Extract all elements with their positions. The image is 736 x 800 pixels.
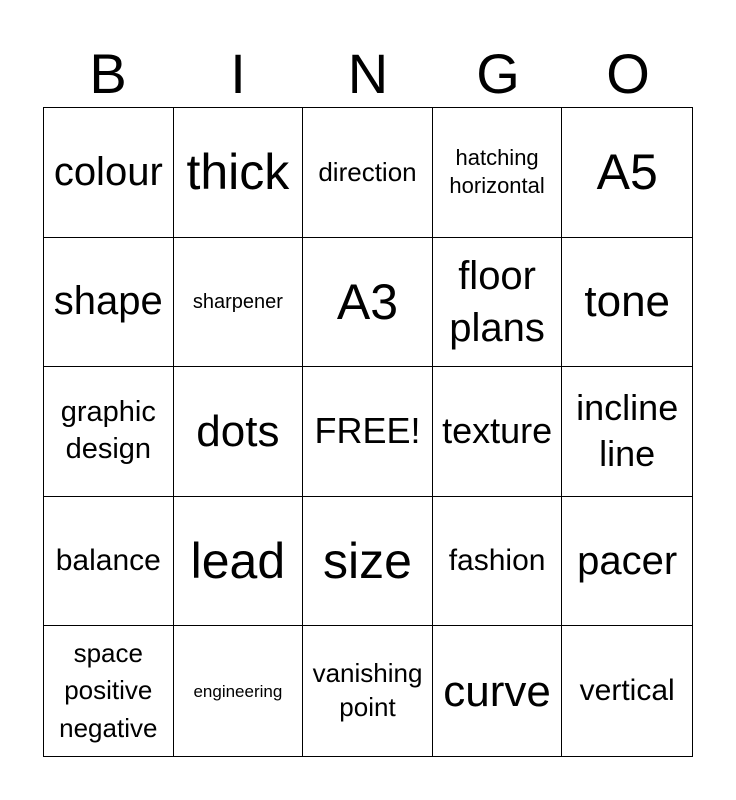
bingo-cell[interactable] <box>174 367 304 497</box>
cell-label: A5 <box>596 144 658 201</box>
bingo-cell[interactable] <box>174 238 304 368</box>
bingo-cell[interactable] <box>44 497 174 627</box>
bingo-board <box>43 107 693 757</box>
cell-label: size <box>323 533 412 590</box>
bingo-cell[interactable] <box>433 367 563 497</box>
bingo-cell[interactable] <box>562 238 692 368</box>
cell-label: sharpener <box>192 290 283 313</box>
bingo-cell[interactable] <box>562 108 692 238</box>
cell-label: shape <box>53 279 163 324</box>
bingo-cell[interactable] <box>433 626 563 756</box>
bingo-cell free-space[interactable] <box>303 367 433 497</box>
bingo-cell[interactable] <box>303 108 433 238</box>
cell-label: thick <box>186 144 290 201</box>
bingo-cell[interactable] <box>174 626 304 756</box>
bingo-cell[interactable] <box>562 497 692 627</box>
bingo-cell[interactable] <box>174 108 304 238</box>
bingo-cell[interactable] <box>44 108 174 238</box>
cell-label: colour <box>53 149 163 194</box>
cell-label: vertical <box>579 674 675 708</box>
cell-label: dots <box>196 406 280 456</box>
bingo-header <box>43 40 693 108</box>
header-letter-n: N <box>347 42 389 105</box>
cell-label: lead <box>190 533 286 590</box>
header-letter-o: O <box>606 42 650 105</box>
cell-label: curve <box>443 666 551 716</box>
cell-label: A3 <box>336 273 399 330</box>
cell-label: space positive negative <box>59 637 158 744</box>
cell-label: pacer <box>577 538 678 583</box>
cell-label: balance <box>55 544 161 578</box>
cell-label: incline line <box>576 386 679 475</box>
cell-label: graphic design <box>60 395 156 466</box>
cell-label: hatching horizontal <box>449 144 545 199</box>
bingo-cell[interactable] <box>44 238 174 368</box>
header-letter-g: G <box>476 42 520 105</box>
bingo-cell[interactable] <box>44 626 174 756</box>
cell-label: fashion <box>448 544 546 578</box>
cell-label: direction <box>318 156 417 187</box>
cell-label: tone <box>584 277 671 327</box>
bingo-cell[interactable] <box>303 238 433 368</box>
bingo-cell[interactable] <box>174 497 304 627</box>
bingo-cell[interactable] <box>433 238 563 368</box>
bingo-cell[interactable] <box>562 626 692 756</box>
bingo-cell[interactable] <box>303 626 433 756</box>
cell-label: vanishing point <box>312 658 423 723</box>
bingo-cell[interactable] <box>303 497 433 627</box>
cell-label: floor plans <box>449 253 545 350</box>
cell-label: engineering <box>193 681 283 701</box>
cell-label: texture <box>442 410 553 452</box>
header-letter-b: B <box>89 42 127 105</box>
bingo-cell[interactable] <box>433 108 563 238</box>
header-letter-i: I <box>230 42 246 105</box>
free-space-label: FREE! <box>314 410 421 452</box>
bingo-cell[interactable] <box>44 367 174 497</box>
bingo-cell[interactable] <box>562 367 692 497</box>
bingo-cell[interactable] <box>433 497 563 627</box>
